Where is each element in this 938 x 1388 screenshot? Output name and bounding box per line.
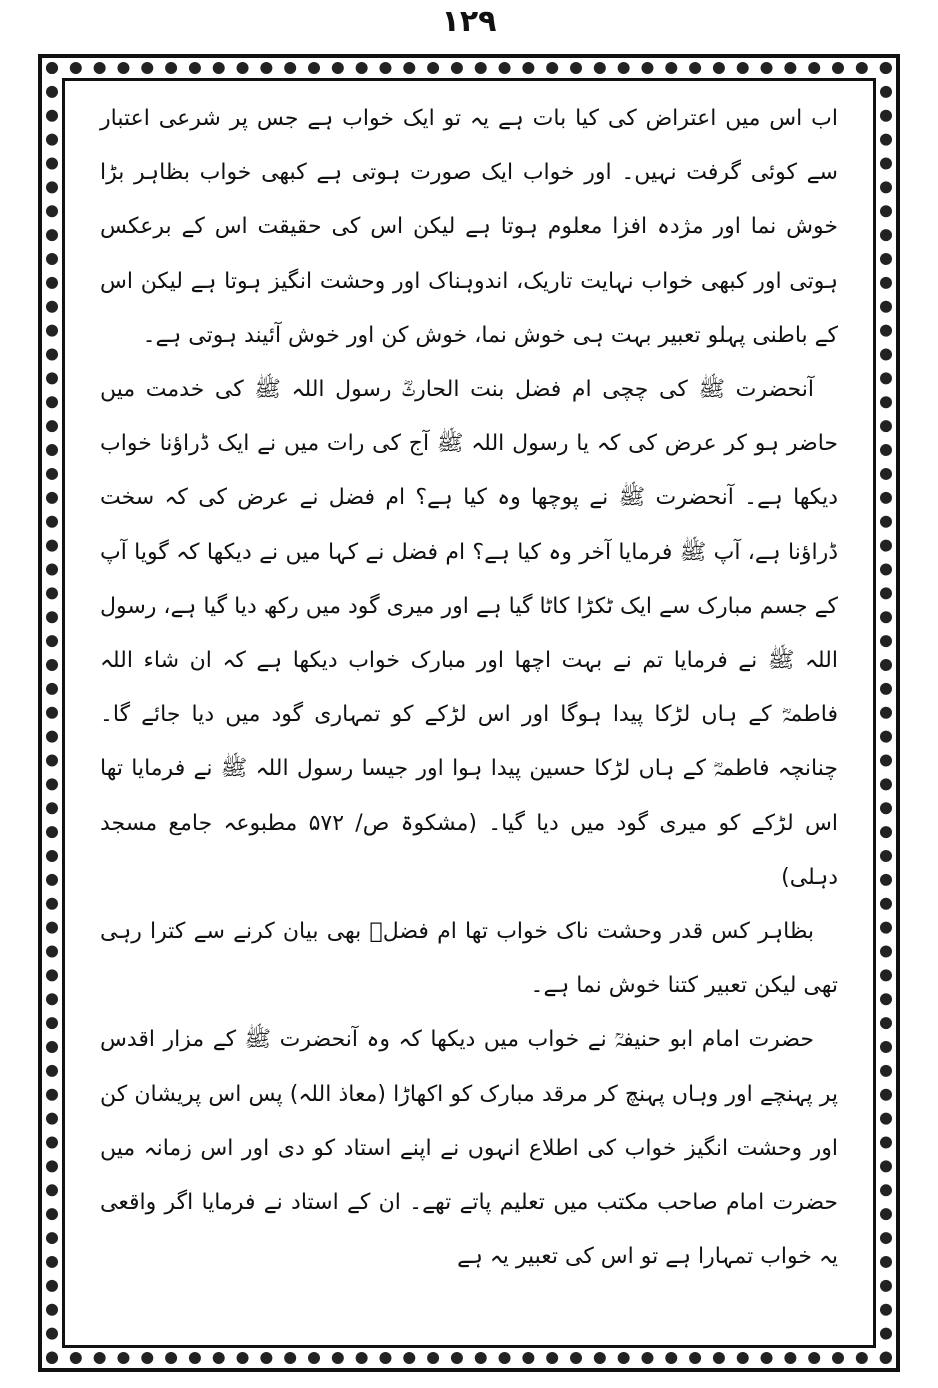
paragraph-1: اب اس میں اعتراض کی کیا بات ہے یہ تو ایک خواب ہے جس پر شرعی اعتبار سے کوئی گرفت نہیں۔ اور خواب ایک صورت ہوتی ہے کبھی خواب بظاہر بڑا خوش نما اور مژدہ افزا معلوم ہوتا ہے لیکن اس کی حقیقت اس کے برعکس ہوتی اور کبھی خواب نہایت تاریک، اندوہناک اور وحشت انگیز ہوتا ہے لیکن اس کے باطنی پہلو تعبیر بہت ہی خوش نما، خوش کن اور خوش آئیند ہوتی ہے۔: [100, 106, 838, 348]
body-text: [100, 92, 838, 1284]
paragraph-2: آنحضرت ﷺ کی چچی ام فضل بنت الحارثؓ رسول اللہ ﷺ کی خدمت میں حاضر ہو کر عرض کی کہ یا رسول اللہ ﷺ آج کی رات میں نے ایک ڈراؤنا خواب دیکھا ہے۔ آنحضرت ﷺ نے پوچھا وہ کیا ہے؟ ام فضل نے عرض کی کہ سخت ڈراؤنا ہے، آپ ﷺ فرمایا آخر وہ کیا ہے؟ ام فضل نے کہا میں نے دیکھا کہ گویا آپ کے جسم مبارک سے ایک ٹکڑا کاٹا گیا ہے اور میری گود میں رکھ دیا گیا ہے، رسول اللہ ﷺ نے فرمایا تم نے بہت اچھا اور مبارک خواب دیکھا ہے کہ ان شاء اللہ فاطمہؓ کے ہاں لڑکا پیدا ہوگا اور اس لڑکے کو تمہاری گود میں دیا جائے گا۔ چنانچہ فاطمہؓ کے ہاں لڑکا حسین پیدا ہوا اور جیسا رسول اللہ ﷺ نے فرمایا تھا اس لڑکے کو میری گود میں دیا گیا۔ (مشکوۃ ص/ ۵۷۲ مطبوعہ جامع مسجد دہلی): [100, 377, 838, 890]
paragraph-4: حضرت امام ابو حنیفہؒ نے خواب میں دیکھا کہ وہ آنحضرت ﷺ کے مزار اقدس پر پہنچے اور وہاں پہنچ کر مرقد مبارک کو اکھاڑا (معاذ اللہ) پس اس پریشان کن اور وحشت انگیز خواب کی اطلاع انہوں نے اپنے استاد کو دی اور اس زمانہ میں حضرت امام صاحب مکتب میں تعلیم پاتے تھے۔ ان کے استاد نے فرمایا اگر واقعی یہ خواب تمہارا ہے تو اس کی تعبیر یہ ہے: [100, 1027, 838, 1270]
page-number: ۱۲۹: [441, 4, 497, 39]
paragraph-3: بظاہر کس قدر وحشت ناک خواب تھا ام فضلؓ بھی بیان کرنے سے کترا رہی تھی لیکن تعبیر کتنا خوش نما ہے۔: [100, 919, 838, 999]
